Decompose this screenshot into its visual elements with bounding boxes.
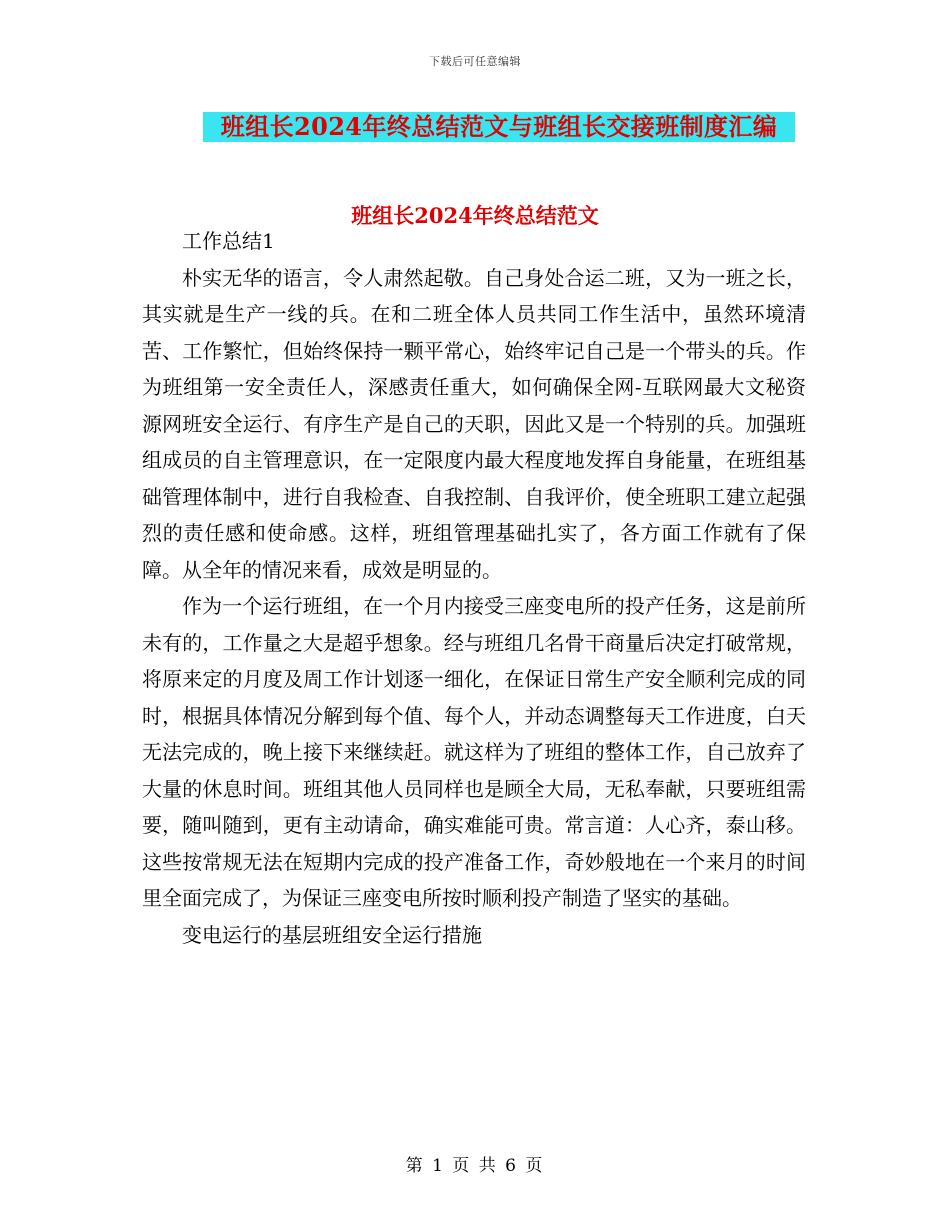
document-body (142, 223, 806, 953)
paragraph-heading-safety-measures: 变电运行的基层班组安全运行措施 (182, 922, 482, 947)
paragraph-heading-work-summary: 工作总结1 (182, 229, 275, 253)
page-header-note: 下载后可任意编辑 (429, 55, 521, 68)
paragraph-1: 朴实无华的语言，令人肃然起敬。自己身处合运二班，又为一班之长，其实就是生产一线的兵。在和二班全体人员共同工作生活中，虽然环境清苦、工作繁忙，但始终保持一颗平常心，始终牢记自己是一个带头的兵。作为班组第一安全责任人，深感责任重大，如何确保全网-互联网最大文秘资源网班安全运行、有序生产是自己的天职，因此又是一个特别的兵。加强班组成员的自主管理意识，在一定限度内最大程度地发挥自身能量，在班组基础管理体制中，进行自我检查、自我控制、自我评价，使全班职工建立起强烈的责任感和使命感。这样，班组管理基础扎实了，各方面工作就有了保障。从全年的情况来看，成效是明显的。 (142, 265, 806, 582)
document-title-highlight (203, 112, 795, 142)
section-title: 班组长2024年终总结范文 (351, 203, 599, 228)
paragraph-2: 作为一个运行班组，在一个月内接受三座变电所的投产任务，这是前所未有的，工作量之大是超乎想象。经与班组几名骨干商量后决定打破常规，将原来定的月度及周工作计划逐一细化，在保证日常生产安全顺利完成的同时，根据具体情况分解到每个值、每个人，并动态调整每天工作进度，白天无法完成的，晚上接下来继续赶。就这样为了班组的整体工作，自己放弃了大量的休息时间。班组其他人员同样也是顾全大局，无私奉献，只要班组需要，随叫随到，更有主动请命，确实难能可贵。常言道：人心齐，泰山移。这些按常规无法在短期内完成的投产准备工作，奇妙般地在一个来月的时间里全面完成了，为保证三座变电所按时顺利投产制造了坚实的基础。 (142, 594, 806, 910)
document-title: 班组长2024年终总结范文与班组长交接班制度汇编 (220, 112, 778, 141)
page-number-footer: 第 1 页 共 6 页 (405, 1156, 545, 1176)
